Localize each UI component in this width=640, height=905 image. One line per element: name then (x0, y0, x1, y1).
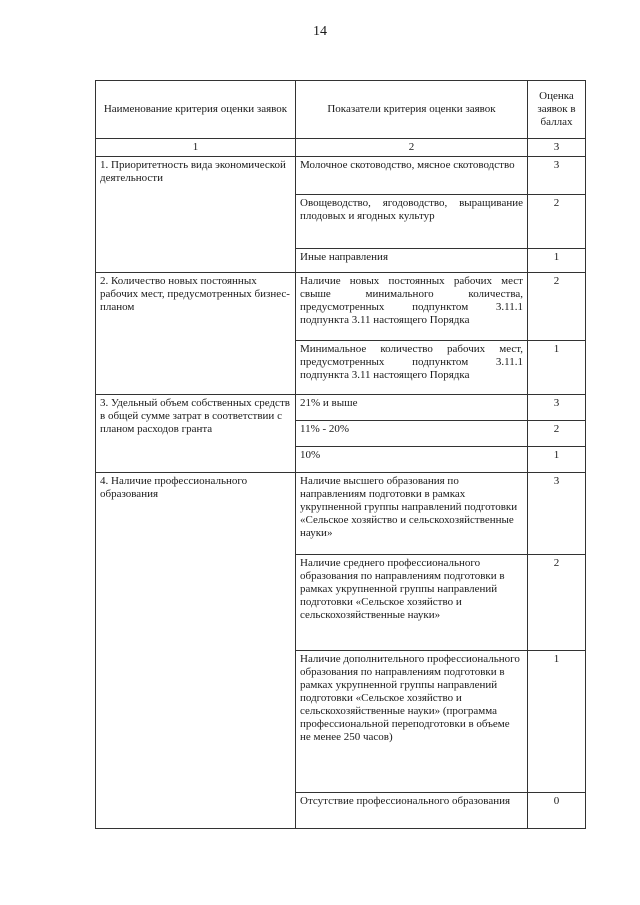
table-row (96, 157, 586, 195)
table-row (96, 473, 586, 555)
table-row (96, 395, 586, 421)
index-row (96, 139, 586, 157)
score-value: 2 (528, 421, 586, 447)
score-value: 3 (528, 473, 586, 555)
indicator-text: Молочное скотоводство, мясное скотоводство (296, 157, 528, 195)
indicator-text: Овощеводство, ягодоводство, выращивание плодовых и ягодных культур (296, 195, 528, 249)
header-score: Оценка заявок в баллах (528, 81, 586, 139)
indicator-text: 11% - 20% (296, 421, 528, 447)
indicator-text: Наличие новых постоянных рабочих мест свыше минимального количества, предусмотренных подпунктом 3.11.1 подпункта 3.11 настоящего Порядка (296, 273, 528, 341)
indicator-text: Иные направления (296, 249, 528, 273)
criterion-name: 1. Приоритетность вида экономической деятельности (96, 157, 296, 273)
score-value: 3 (528, 395, 586, 421)
indicator-text: Отсутствие профессионального образования (296, 793, 528, 829)
criterion-name: 4. Наличие профессионального образования (96, 473, 296, 829)
score-value: 2 (528, 195, 586, 249)
score-value: 3 (528, 157, 586, 195)
table-row (96, 273, 586, 341)
indicator-text: Наличие среднего профессионального образования по направлениям подготовки в рамках укрупненной группы направлений подготовки «Сельское хозяйство и сельскохозяйственные науки» (296, 555, 528, 651)
indicator-text: Наличие высшего образования по направлениям подготовки в рамках укрупненной группы направлений подготовки «Сельское хозяйство и сельскохозяйственные науки» (296, 473, 528, 555)
index-cell: 2 (296, 139, 528, 157)
criterion-name: 3. Удельный объем собственных средств в общей сумме затрат в соответствии с планом расходов гранта (96, 395, 296, 473)
score-value: 1 (528, 447, 586, 473)
index-cell: 3 (528, 139, 586, 157)
score-value: 1 (528, 651, 586, 793)
index-cell: 1 (96, 139, 296, 157)
criterion-name: 2. Количество новых постоянных рабочих мест, предусмотренных бизнес-планом (96, 273, 296, 395)
score-value: 2 (528, 273, 586, 341)
criteria-table (95, 80, 586, 829)
indicator-text: 10% (296, 447, 528, 473)
indicator-text: Минимальное количество рабочих мест, предусмотренных подпунктом 3.11.1 подпункта 3.11 настоящего Порядка (296, 341, 528, 395)
indicator-text: 21% и выше (296, 395, 528, 421)
indicator-text: Наличие дополнительного профессионального образования по направлениям подготовки в рамках укрупненной группы направлений подготовки «Сельское хозяйство и сельскохозяйственные науки» (программа профессиональной переподготовки в объеме не менее 250 часов) (296, 651, 528, 793)
score-value: 2 (528, 555, 586, 651)
score-value: 1 (528, 249, 586, 273)
score-value: 1 (528, 341, 586, 395)
header-indicators: Показатели критерия оценки заявок (296, 81, 528, 139)
page-number: 14 (313, 24, 327, 39)
score-value: 0 (528, 793, 586, 829)
header-row (96, 81, 586, 139)
header-criterion-name: Наименование критерия оценки заявок (96, 81, 296, 139)
